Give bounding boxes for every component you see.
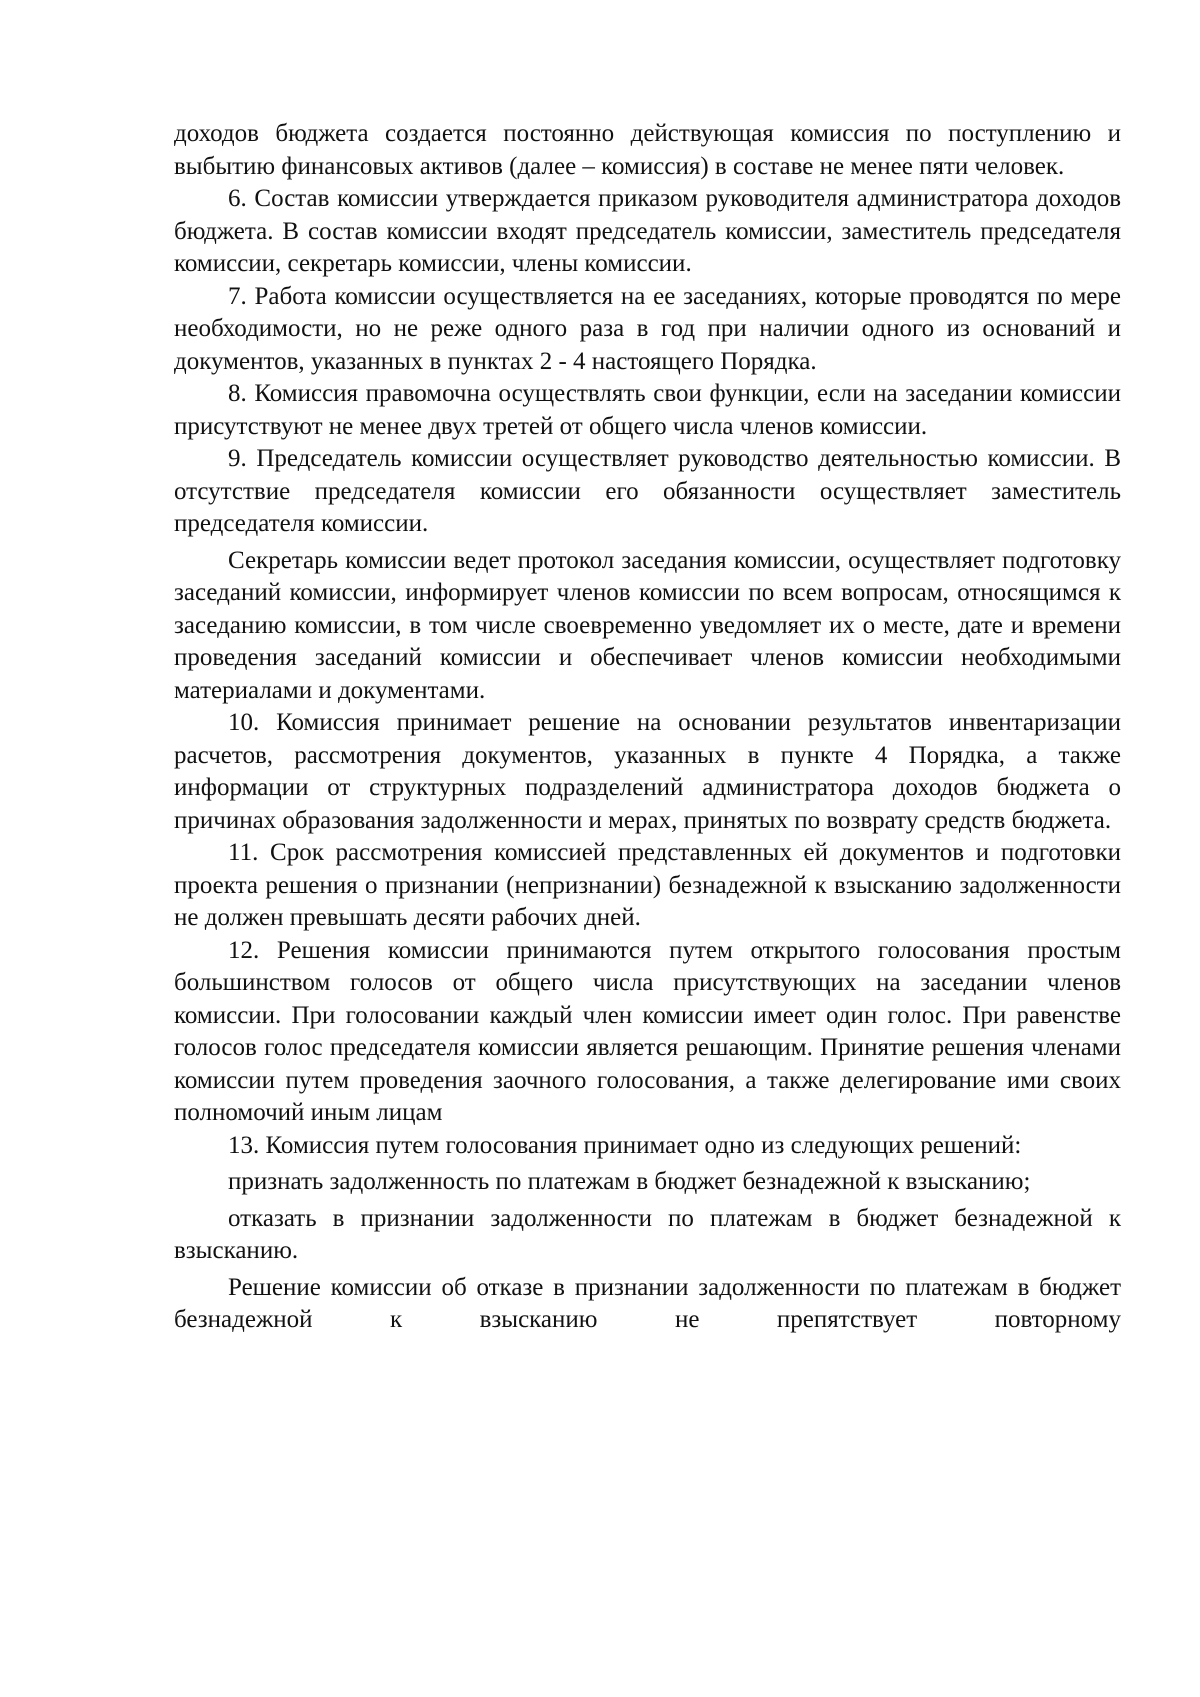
paragraph-13: 13. Комиссия путем голосования принимает одно из следующих решений: xyxy=(228,1131,1022,1159)
paragraph-7: 7. Работа комиссии осуществляется на ее заседаниях, которые проводятся по мере необходимости, но не реже одного раза в год при наличии одного из оснований и документов, указанных в пунктах 2 - 4 настоящего Порядка. xyxy=(174,282,1121,375)
paragraph-9: 9. Председатель комиссии осуществляет руководство деятельностью комиссии. В отсутствие председателя комиссии его обязанности осуществляет заместитель председателя комиссии. xyxy=(174,445,1121,537)
paragraph-refusal-decision: Решение комиссии об отказе в признании задолженности по платежам в бюджет безнадежной к взысканию не препятствует повторному xyxy=(174,1273,1121,1333)
paragraph-6: 6. Состав комиссии утверждается приказом руководителя администратора доходов бюджета. В состав комиссии входят председатель комиссии, заместитель председателя комиссии, секретарь комиссии, члены комиссии. xyxy=(174,185,1121,277)
paragraph-8: 8. Комиссия правомочна осуществлять свои функции, если на заседании комиссии присутствуют не менее двух третей от общего числа членов комиссии. xyxy=(174,380,1121,440)
document-page xyxy=(174,118,1121,1337)
paragraph-10: 10. Комиссия принимает решение на основании результатов инвентаризации расчетов, рассмотрения документов, указанных в пункте 4 Порядка, а также информации от структурных подразделений администратора доходов бюджета о причинах образования задолженности и мерах, принятых по возврату средств бюджета. xyxy=(174,709,1121,834)
paragraph-5-continuation: доходов бюджета создается постоянно действующая комиссия по поступлению и выбытию финансовых активов (далее – комиссия) в составе не менее пяти человек. xyxy=(174,120,1121,180)
paragraph-12: 12. Решения комиссии принимаются путем открытого голосования простым большинством голосов от общего числа присутствующих на заседании членов комиссии. При голосовании каждый член комиссии имеет один голос. При равенстве голосов голос председателя комиссии является решающим. Принятие решения членами комиссии путем проведения заочного голосования, а также делегирование ими своих полномочий иным лицам xyxy=(174,936,1121,1126)
decision-option-recognize: признать задолженность по платежам в бюджет безнадежной к взысканию; xyxy=(228,1168,1031,1195)
paragraph-11: 11. Срок рассмотрения комиссией представленных ей документов и подготовки проекта решения о признании (непризнании) безнадежной к взысканию задолженности не должен превышать десяти рабочих дней. xyxy=(174,839,1121,931)
decision-option-refuse: отказать в признании задолженности по платежам в бюджет безнадежной к взысканию. xyxy=(174,1204,1121,1264)
paragraph-secretary: Секретарь комиссии ведет протокол заседания комиссии, осуществляет подготовку заседаний комиссии, информирует членов комиссии по всем вопросам, относящимся к заседанию комиссии, в том числе своевременно уведомляет их о месте, дате и времени проведения заседаний комиссии и обеспечивает членов комиссии необходимыми материалами и документами. xyxy=(174,546,1121,704)
